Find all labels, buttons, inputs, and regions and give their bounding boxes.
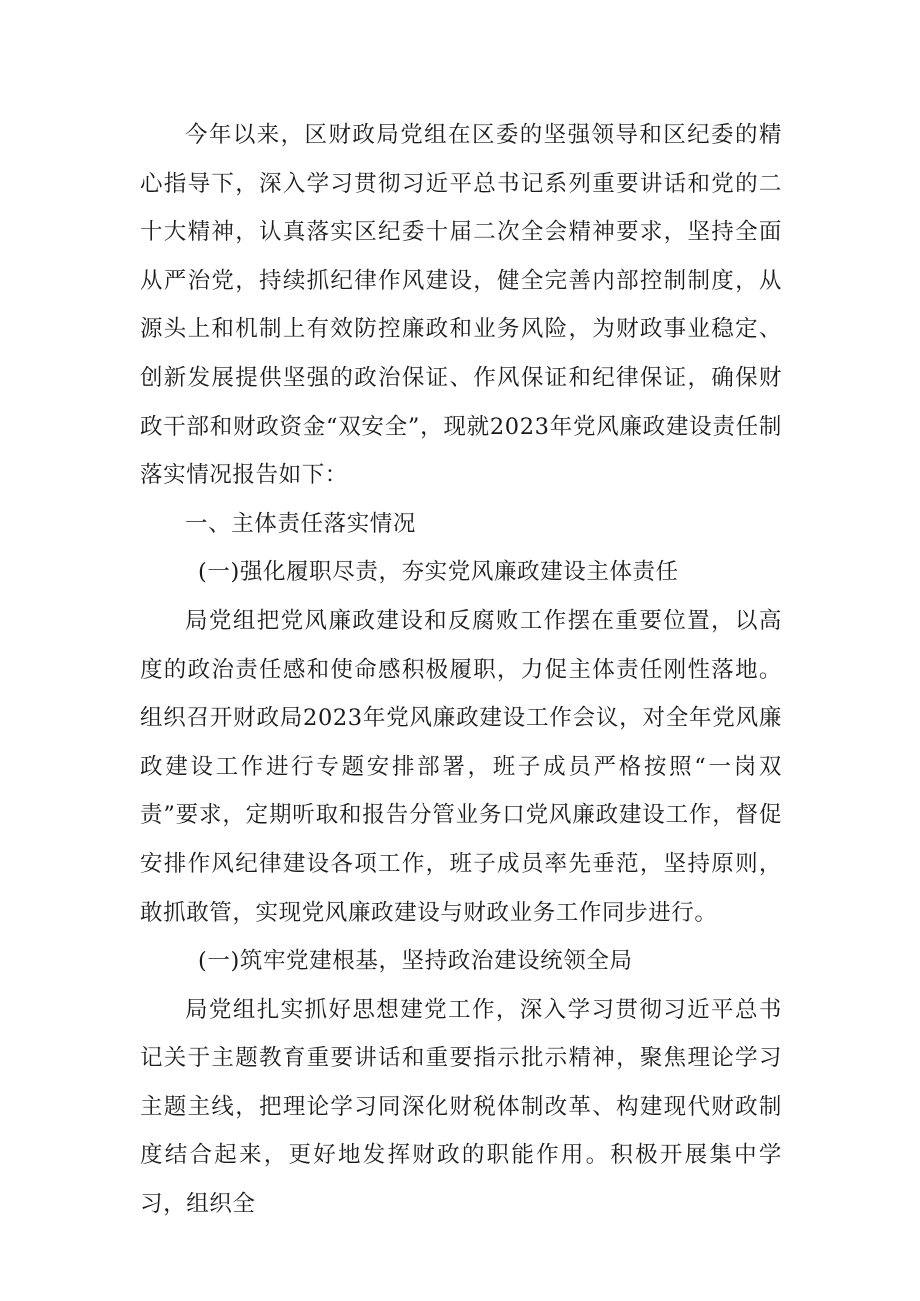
party-building-paragraph: 局党组扎实抓好思想建党工作，深入学习贯彻习近平总书记关于主题教育重要讲话和重要指示批示精神，聚焦理论学习主题主线，把理论学习同深化财税体制改革、构建现代财政制度结合起来，更好地发挥财政的职能作用。积极开展集中学习，组织全 bbox=[140, 996, 782, 1218]
subsection-heading-duty: (一)强化履职尽责，夯实党风廉政建设主体责任 bbox=[198, 559, 679, 586]
intro-paragraph: 今年以来，区财政局党组在区委的坚强领导和区纪委的精心指导下，深入学习贯彻习近平总书记系列重要讲话和党的二十大精神，认真落实区纪委十届二次全会精神要求，坚持全面从严治党，持续抓纪律作风建设，健全完善内部控制制度，从源头上和机制上有效防控廉政和业务风险，为财政事业稳定、创新发展提供坚强的政治保证、作风保证和纪律保证，确保财政干部和财政资金“双安全”，现就2023年党风廉政建设责任制落实情况报告如下： bbox=[140, 122, 782, 489]
document-body bbox=[140, 111, 782, 1229]
section-heading-main-responsibility: 一、主体责任落实情况 bbox=[185, 510, 417, 537]
duty-paragraph: 局党组把党风廉政建设和反腐败工作摆在重要位置，以高度的政治责任感和使命感积极履职，力促主体责任刚性落地。组织召开财政局2023年党风廉政建设工作会议，对全年党风廉政建设工作进行专题安排部署，班子成员严格按照“一岗双责”要求，定期听取和报告分管业务口党风廉政建设工作，督促安排作风纪律建设各项工作，班子成员率先垂范，坚持原则，敢抓敢管，实现党风廉政建设与财政业务工作同步进行。 bbox=[140, 607, 782, 926]
subsection-heading-party-building: (一)筑牢党建根基，坚持政治建设统领全局 bbox=[198, 948, 633, 975]
